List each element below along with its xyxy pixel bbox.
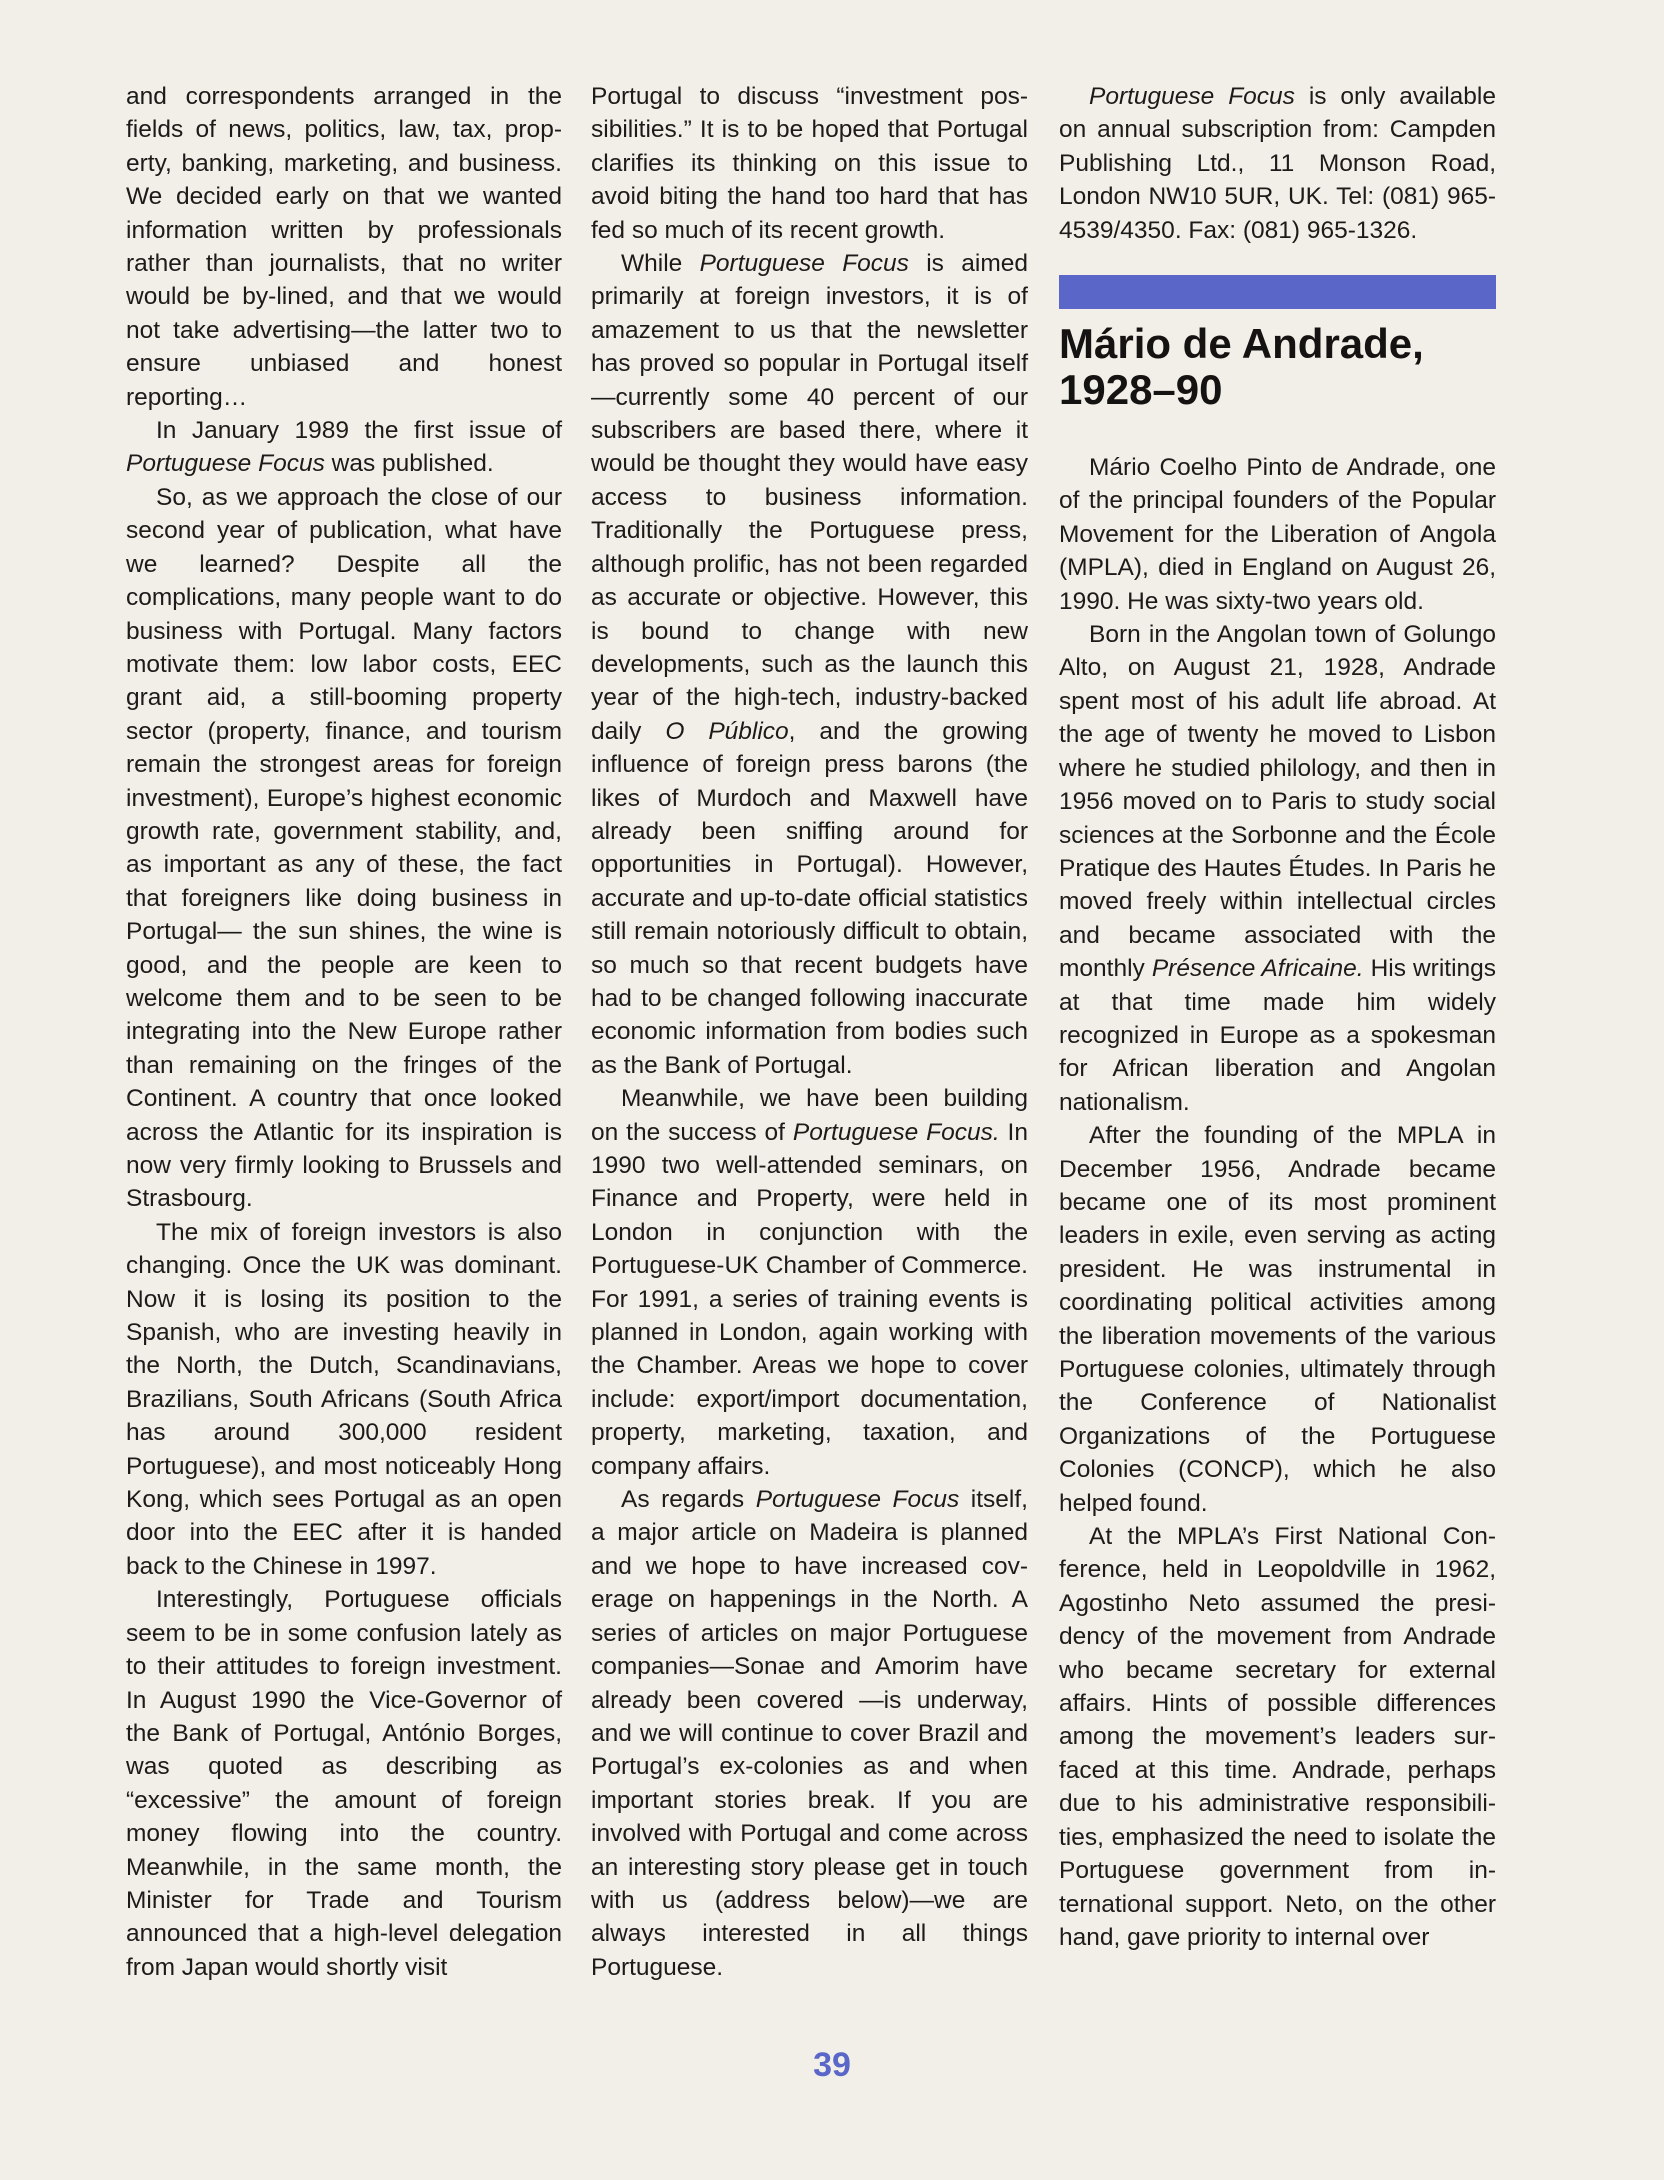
col3-paragraph-2 bbox=[1059, 618, 1496, 1119]
subscription-paragraph bbox=[1059, 80, 1496, 247]
col1-p2-text-a: In January 1989 the first issue of bbox=[156, 417, 562, 445]
col2-p4-publication-title: Portuguese Focus bbox=[755, 1486, 960, 1514]
subscription-notice bbox=[1059, 80, 1496, 247]
subscription-publication-title: Portuguese Focus bbox=[1089, 83, 1295, 110]
page-number: 39 bbox=[813, 2046, 851, 2084]
col1-paragraph-5: Interestingly, Portuguese officials seem to be in some confusion lately as to their attitudes to foreign investment. In August 1990 the Vice-Governor of the Bank of Portugal, António Borges, was quoted as describing as “excessive” the amount of foreign money flowing into the country. Meanwhile, in the same month, the Minister for Trade and Tourism announced that a high-level delegation from Japan would shortly visit bbox=[126, 1586, 562, 1981]
col2-paragraph-4 bbox=[591, 1483, 1028, 1984]
col1-paragraph-4: The mix of foreign investors is also changing. Once the UK was dominant. Now it is losing its position to the Spanish, who are investing heavily in the North, the Dutch, Scandinavians, Brazilians, South Africans (South Africa has around 300,000 resident Portuguese), and most noticeably Hong Kong, which sees Portugal as an open door into the EEC after it is handed back to the Chinese in 1997. bbox=[126, 1218, 562, 1580]
col2-p2-text-c: , and the growing influence of foreign press barons (the likes of Murdoch and Maxwell have already been sniffing around for opportunities in Portugal). However, accurate and up-to-date official statistics still remain notoriously difficult to obtain, so much so that recent budgets have had to be changed following inaccurate economic information from bodies such as the Bank of Portugal. bbox=[591, 717, 1028, 1079]
col2-paragraph-3 bbox=[591, 1082, 1028, 1483]
middle-column bbox=[591, 80, 1028, 1984]
col3-paragraph-4: At the MPLA’s First National Conference, held in Leopoldville in 1962, Agostinho Neto assumed the presidency of the movement from Andrade who became secretary for external affairs. Hints of possible differences among the movement’s leaders surfaced at this time. Andrade, perhaps due to his administrative responsibilities, emphasized the need to isolate the Portuguese government from international support. Neto, on the other hand, gave priority to internal over bbox=[1059, 1523, 1496, 1951]
col1-paragraph-1: and correspondents arranged in the fields of news, politics, law, tax, property, banking, marketing, and business. We decided early on that we wanted information written by professionals rather than journalists, that no writer would be by-lined, and that we would not take advertising—the latter two to ensure unbiased and honest reporting… bbox=[126, 83, 562, 411]
col2-p2-text-b: is aimed primarily at foreign investors, it is of amazement to us that the newsletter has proved so popular in Portugal itself—currently some 40 percent of our subscribers are based there, where it would be thought they would have easy access to business information. Traditionally the Portuguese press, although prolific, has not been regarded as accurate or objective. However, this is bound to change with new developments, such as the launch this year of the high-tech, industry-backed daily bbox=[591, 250, 1028, 745]
col2-p4-text-b: itself, a major article on Madeira is planned and we hope to have increased coverage on happenings in the North. A series of articles on major Portuguese companies—Sonae and Amorim have already been covered —is underway, and we will continue to cover Brazil and Portugal’s ex-colonies as and when important stories break. If you are involved with Portugal and come across an interesting story please get in touch with us (address below)—we are always interested in all things Portuguese. bbox=[591, 1486, 1028, 1981]
col2-paragraph-2 bbox=[591, 247, 1028, 1082]
col1-p2-publication-title: Portuguese Focus bbox=[126, 450, 325, 478]
col1-paragraph-2 bbox=[126, 414, 562, 481]
right-column bbox=[1059, 80, 1496, 1954]
col2-p2-newspaper-title: O Público bbox=[665, 717, 789, 745]
subscription-text: is only available on annual subscription from: Campden Publishing Ltd., 11 Monson Road, London NW10 5UR, UK. Tel: (081) 965-4539/4350. Fax: (081) 965-1326. bbox=[1059, 83, 1496, 244]
col1-p2-text-b: was published. bbox=[324, 450, 494, 478]
col2-paragraph-1: Portugal to discuss “investment possibilities.” It is to be hoped that Portugal clarifies its thinking on this issue to avoid biting the hand too hard that has fed so much of its recent growth. bbox=[591, 83, 1028, 244]
col3-paragraph-3: After the founding of the MPLA in December 1956, Andrade became became one of its most prominent leaders in exile, even serving as acting president. He was instrumental in coordinating political activities among the liberation movements of the various Portuguese colonies, ultimately through the Conference of Nationalist Organizations of the Portuguese Colonies (CONCP), which he also helped found. bbox=[1059, 1122, 1496, 1517]
section-divider-bar bbox=[1059, 275, 1496, 309]
col2-p3-text-a: Meanwhile, we have been building on the success of bbox=[591, 1085, 1028, 1146]
col3-paragraph-1: Mário Coelho Pinto de Andrade, one of the principal founders of the Popular Movement for the Liberation of Angola (MPLA), died in England on August 26, 1990. He was sixty-two years old. bbox=[1059, 454, 1496, 615]
col2-p2-text-a: While bbox=[621, 250, 700, 278]
col3-p2-text-a: Born in the Angolan town of Golungo Alto, on August 21, 1928, Andrade spent most of his adult life abroad. At the age of twenty he moved to Lisbon where he studied philology, and then in 1956 moved on to Paris to study social sciences at the Sorbonne and the École Pratique des Hautes Études. In Paris he moved freely within intellectual circles and became associated with the monthly bbox=[1059, 621, 1496, 983]
col2-p3-publication-title: Portuguese Focus. bbox=[792, 1118, 1000, 1146]
obituary-headline: Mário de Andrade, 1928–90 bbox=[1059, 320, 1424, 414]
left-column bbox=[126, 80, 562, 1984]
col1-paragraph-3: So, as we approach the close of our second year of publication, what have we learned? Despite all the complications, many people want to do business with Portugal. Many factors motivate them: low labor costs, EEC grant aid, a still-booming property sector (property, finance, and tourism remain the strongest areas for foreign investment), Europe’s highest economic growth rate, government stability, and, as important as any of these, the fact that foreigners like doing business in Portugal— the sun shines, the wine is good, and the people are keen to welcome them and to be seen to be integrating into the New Europe rather than remaining on the fringes of the Continent. A country that once looked across the Atlantic for its inspiration is now very firmly looking to Brussels and Strasbourg. bbox=[126, 483, 562, 1213]
col2-p3-text-b: In 1990 two well-attended seminars, on Finance and Property, were held in London in conjunction with the Portuguese-UK Chamber of Commerce. For 1991, a series of training events is planned in London, again working with the Chamber. Areas we hope to cover include: export/import documentation, property, marketing, taxation, and company affairs. bbox=[591, 1118, 1028, 1480]
col3-p2-journal-title: Présence Africaine. bbox=[1151, 955, 1364, 983]
col2-p4-text-a: As regards bbox=[621, 1486, 756, 1514]
col3-p2-text-b: His writings at that time made him widely recognized in Europe as a spokesman for African liberation and Angolan nationalism. bbox=[1059, 955, 1497, 1116]
col2-p2-publication-title: Portuguese Focus bbox=[699, 250, 909, 278]
